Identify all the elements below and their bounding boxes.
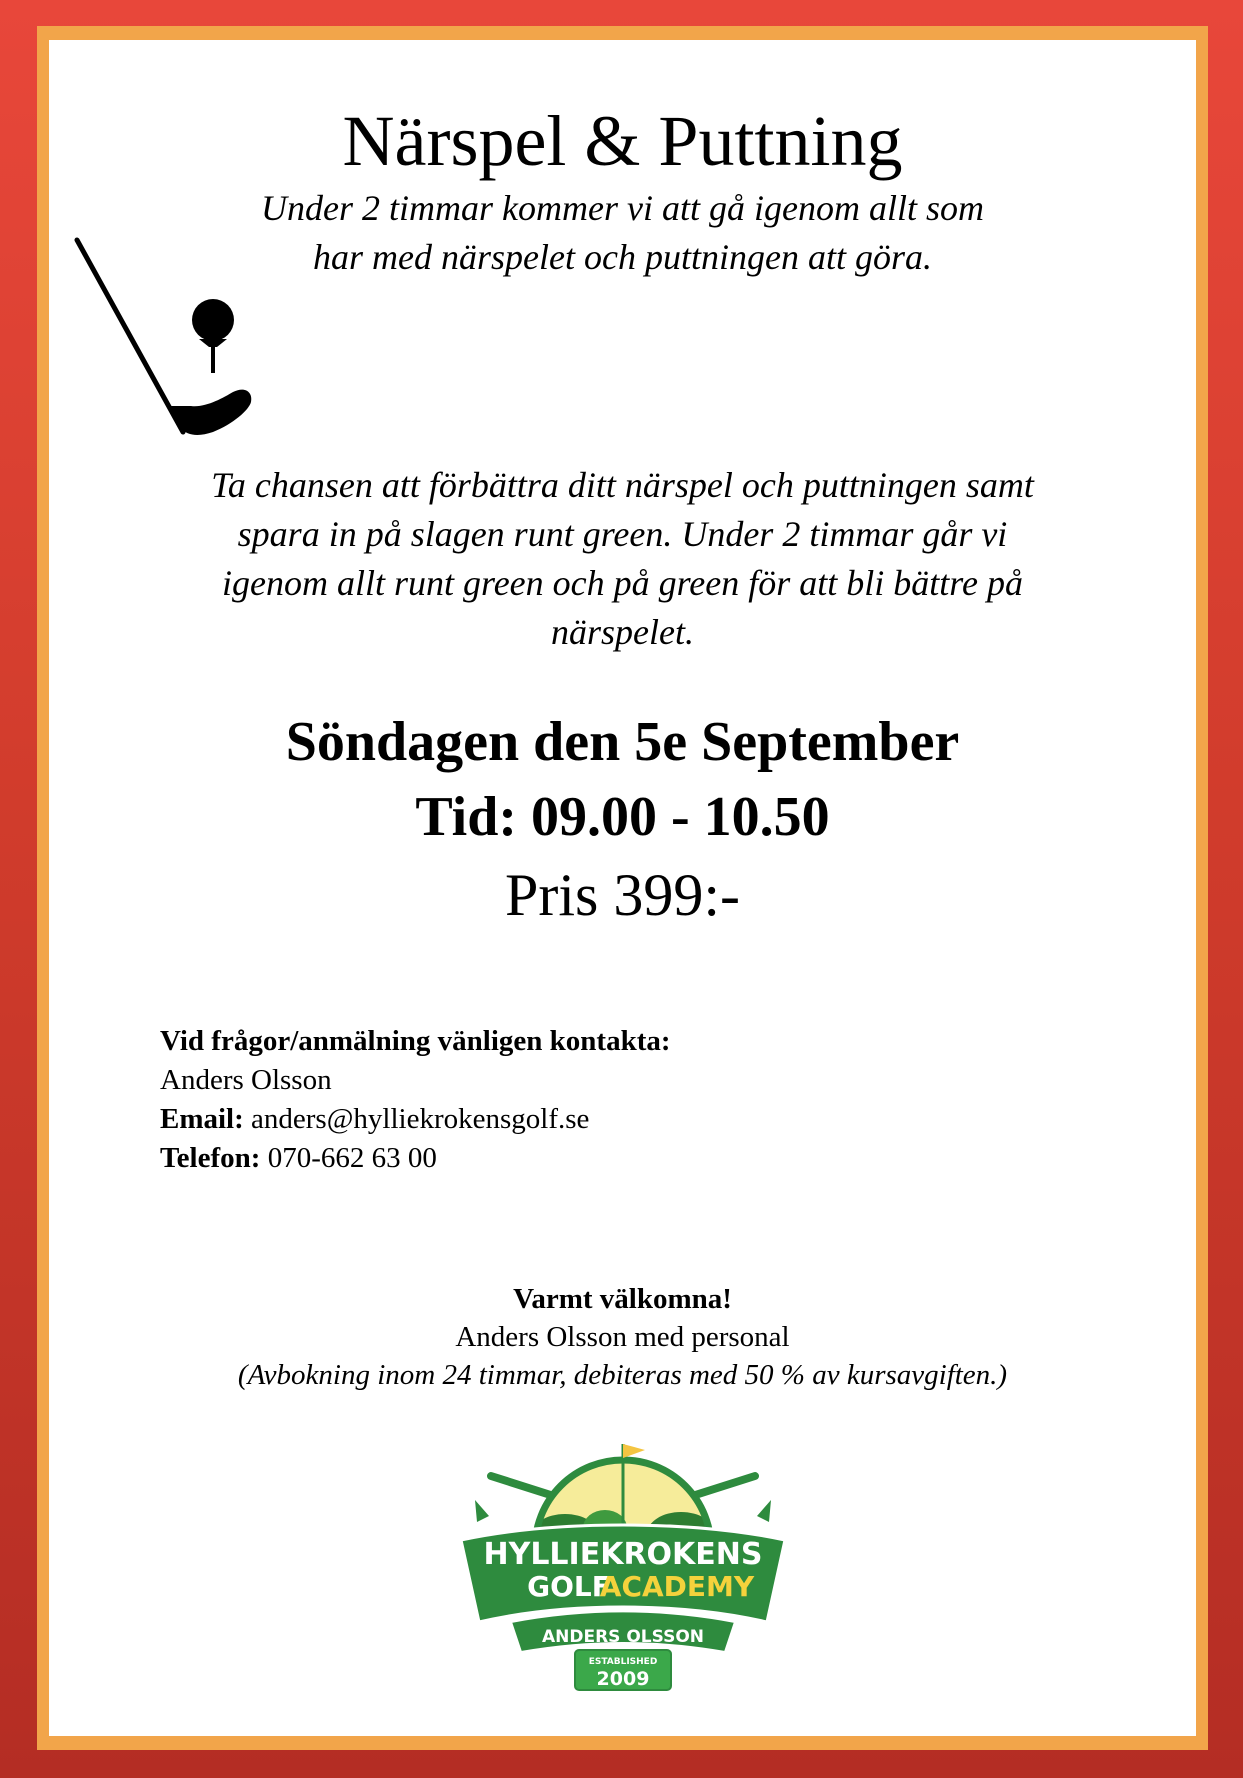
description-line: igenom allt runt green och på green för att bli bättre på — [222, 563, 1023, 603]
subtitle-line: har med närspelet och puttningen att göra. — [313, 237, 932, 277]
contact-block — [160, 1022, 1060, 1178]
academy-logo — [455, 1436, 791, 1692]
contact-heading: Vid frågor/anmälning vänligen kontakta: — [160, 1025, 671, 1057]
poster-description — [49, 461, 1196, 657]
logo-line2-academy: ACADEMY — [599, 1570, 755, 1603]
subtitle-line: Under 2 timmar kommer vi att gå igenom allt som — [261, 188, 984, 228]
description-line: närspelet. — [551, 612, 694, 652]
welcome-text: Varmt välkomna! — [513, 1283, 732, 1315]
logo-established: ESTABLISHED — [588, 1657, 658, 1667]
description-line: Ta chansen att förbättra ditt närspel och puttningen samt — [211, 465, 1034, 505]
phone-label: Telefon: — [160, 1142, 261, 1174]
logo-year: 2009 — [596, 1668, 650, 1690]
phone-number: 070-662 63 00 — [267, 1142, 437, 1174]
email-label: Email: — [160, 1103, 244, 1135]
cancellation-note: (Avbokning inom 24 timmar, debiteras med 50 % av kursavgiften.) — [237, 1359, 1008, 1391]
event-time: Tid: 09.00 - 10.50 — [415, 786, 830, 848]
golf-ball-tee-icon — [192, 299, 234, 373]
contact-phone-row — [160, 1139, 1060, 1178]
footer-block — [49, 1280, 1196, 1394]
poster-page — [49, 40, 1196, 1736]
description-line: spara in på slagen runt green. Under 2 timmar går vi — [237, 514, 1008, 554]
contact-email-row — [160, 1100, 1060, 1139]
signature-text: Anders Olsson med personal — [455, 1321, 790, 1353]
golf-club-icon — [73, 236, 273, 456]
event-price: Pris 399:- — [504, 862, 741, 928]
event-date: Söndagen den 5e September — [285, 711, 960, 773]
logo-name: ANDERS OLSSON — [541, 1627, 705, 1647]
email-link[interactable]: anders@hylliekrokensgolf.se — [251, 1103, 590, 1135]
logo-line1: HYLLIEKROKENS — [483, 1537, 763, 1572]
contact-name: Anders Olsson — [160, 1064, 332, 1096]
poster-title: Närspel & Puttning — [342, 101, 903, 181]
logo-line2-golf: GOLF — [527, 1570, 611, 1603]
